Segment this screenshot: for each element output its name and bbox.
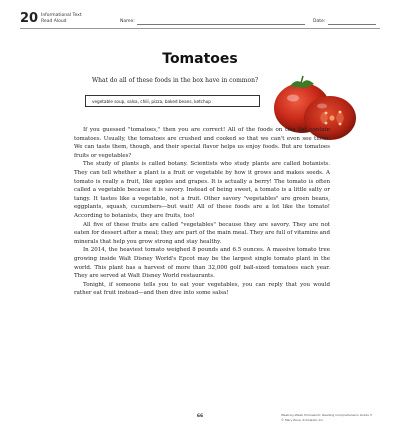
food-list-box: vegetable soup, salsa, chili, pizza, baked beans, ketchup xyxy=(85,95,260,107)
article-body xyxy=(74,126,330,298)
name-line xyxy=(137,24,305,25)
paragraph-1: If you guessed "tomatoes," then you are correct! All of the foods on this list contain tomatoes. Usually, the tomatoes are crushed and cooked so that we can't even see them. We can taste them, though, and their special flavor helps us enjoy foods. But are tomatoes fruits or vegetables? xyxy=(74,127,330,159)
header-divider xyxy=(20,28,380,29)
credit-line-2: © Mary Rosa, Scholastic Inc. xyxy=(281,417,324,422)
category-label: Informational Text xyxy=(41,13,82,18)
footer-page-number: 66 xyxy=(196,414,204,419)
section-labels xyxy=(41,13,82,24)
paragraph-5: Tonight, if someone tells you to eat your vegetables, you can reply that you would rather eat fruit instead—and then dive into some salsa! xyxy=(74,281,330,297)
paragraph-3: All five of these fruits are called "vegetables" because they are savory. They are not eaten for dessert after a meal; they are part of the main meal. They are full of vitamins and minerals that help you grow strong and stay healthy. xyxy=(74,221,330,245)
page-number: 20 xyxy=(20,11,39,26)
date-line xyxy=(328,24,376,25)
name-label: Name: xyxy=(120,19,135,24)
subcategory-label: Read Aloud xyxy=(41,18,67,24)
page-title: Tomatoes xyxy=(162,51,238,67)
date-label: Date: xyxy=(313,19,326,24)
paragraph-4: In 2014, the heaviest tomato weighed 8 pounds and 6.5 ounces. A massive tomato tree growing inside Walt Disney World's Epcot may be the largest single tomato plant in the world. This plant has a harvest of more than 32,000 golf ball-sized tomatoes each year. They are served at Walt Disney World restaurants. xyxy=(74,247,330,280)
intro-question: What do all of these foods in the box have in common? xyxy=(92,77,259,84)
credit-line-1: Week-by-Week Homework: Reading Comprehension Grade 3 xyxy=(281,413,372,417)
paragraph-2: The study of plants is called botany. Scientists who study plants are called botanists. They can tell whether a plant is a fruit or vegetable by how it grows and makes seeds. A tomato is really a fruit, like apples and grapes. It is actually a berry! The tomato is often called a vegetable because it is savory. Instead of being sweet, a tomato is a little salty or tangy. It tastes like a vegetable, not a fruit. Other savory "vegetables" are green beans, eggplants, squash, cucumbers—but wait! All of these foods are a lot like the tomato! According to botanists, they are fruits, too! xyxy=(74,161,330,219)
